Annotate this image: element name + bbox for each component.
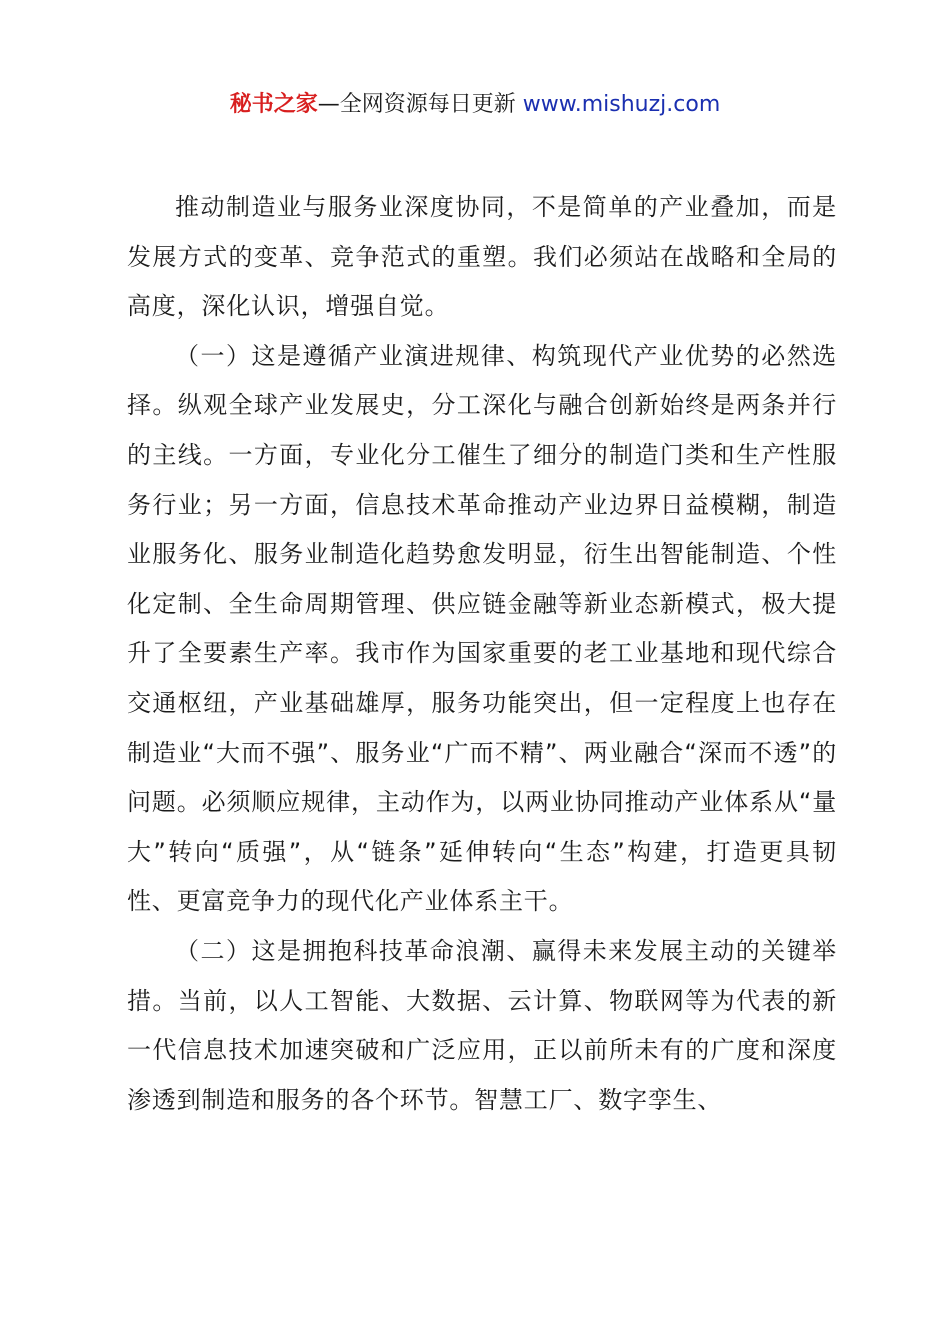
site-url-link[interactable]: www.mishuzj.com [522,92,721,117]
header-tagline: —全网资源每日更新 [317,92,523,117]
document-body [127,183,837,1125]
paragraph-intro: 推动制造业与服务业深度协同，不是简单的产业叠加，而是发展方式的变革、竞争范式的重塑。我们必须站在战略和全局的高度，深化认识，增强自觉。 [127,193,837,321]
brand-name: 秘书之家 [229,92,318,117]
paragraph-section-one: （一）这是遵循产业演进规律、构筑现代产业优势的必然选择。纵观全球产业发展史，分工深化与融合创新始终是两条并行的主线。一方面，专业化分工催生了细分的制造门类和生产性服务行业；另一方面，信息技术革命推动产业边界日益模糊，制造业服务化、服务业制造化趋势愈发明显，衍生出智能制造、个性化定制、全生命周期管理、供应链金融等新业态新模式，极大提升了全要素生产率。我市作为国家重要的老工业基地和现代综合交通枢纽，产业基础雄厚，服务功能突出，但一定程度上也存在制造业“大而不强”、服务业“广而不精”、两业融合“深而不透”的问题。必须顺应规律，主动作为，以两业协同推动产业体系从“量大”转向“质强”，从“链条”延伸转向“生态”构建，打造更具韧性、更富竞争力的现代化产业体系主干。 [127,341,837,916]
page-header [0,90,950,120]
paragraph-section-two: （二）这是拥抱科技革命浪潮、赢得未来发展主动的关键举措。当前，以人工智能、大数据、云计算、物联网等为代表的新一代信息技术加速突破和广泛应用，正以前所未有的广度和深度渗透到制造和服务的各个环节。智慧工厂、数字孪生、 [127,936,837,1114]
